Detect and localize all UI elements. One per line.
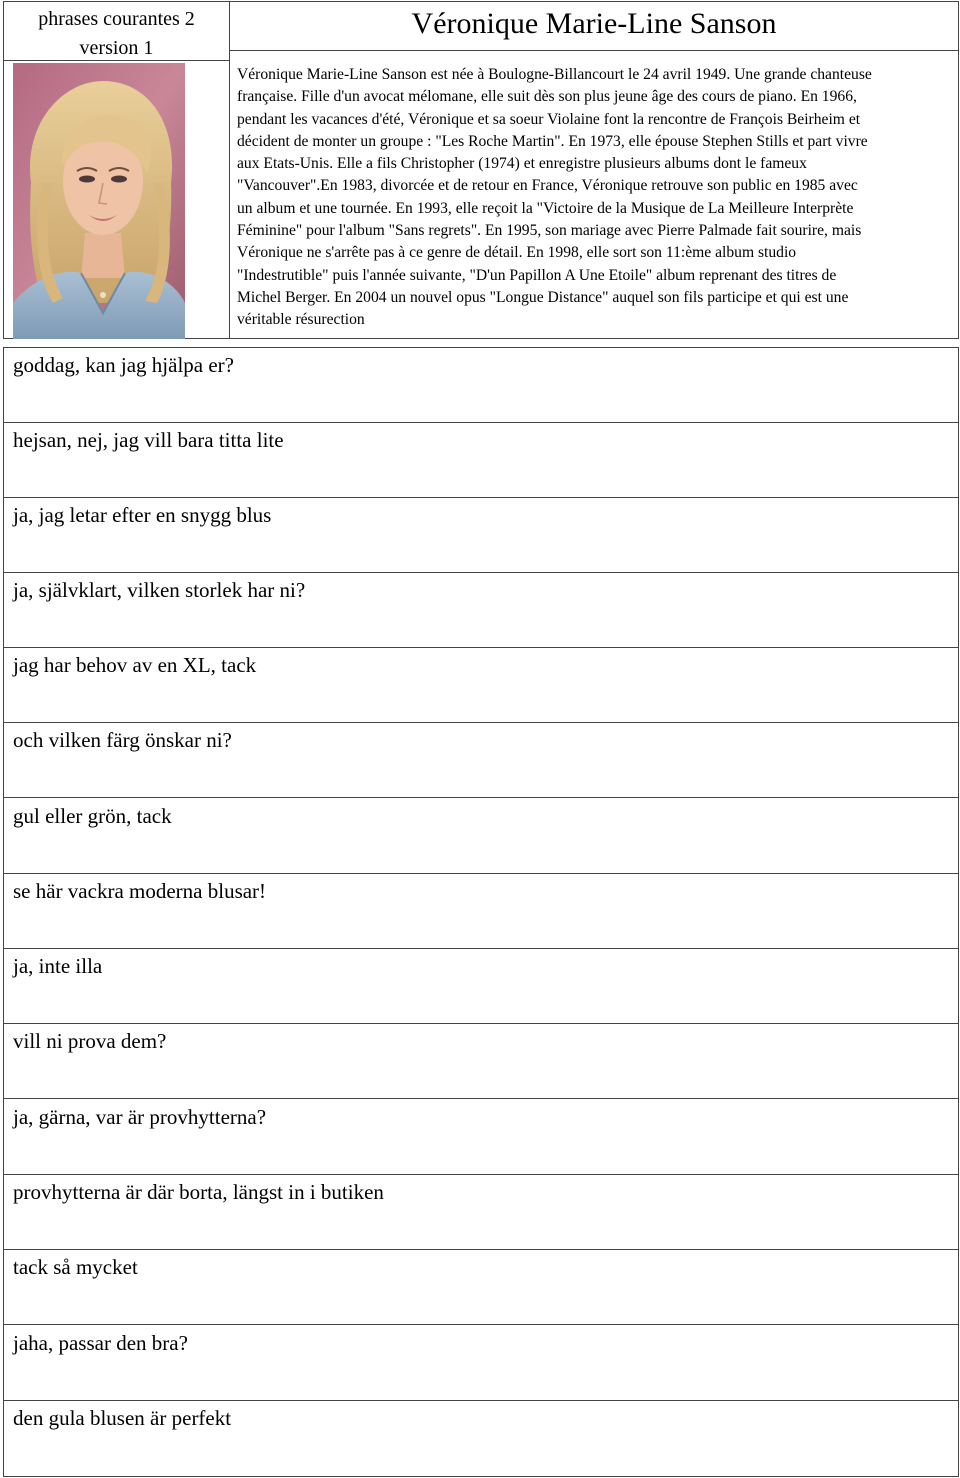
singer-photo [13,63,185,339]
phrase-text: ja, gärna, var är provhytterna? [13,1105,267,1129]
bio-line: Michel Berger. En 2004 un nouvel opus "Longue Distance" auquel son fils participe et qui est une [237,288,849,306]
bio-line: pendant les vacances d'été, Véronique et sa soeur Violaine font la rencontre de François Beirheim et [237,110,861,128]
phrase-text: jag har behov av en XL, tack [13,653,257,677]
singer-name-heading: Véronique Marie-Line Sanson [230,2,958,51]
phrase-text: och vilken färg önskar ni? [13,728,232,752]
phrase-text: provhytterna är där borta, längst in i butiken [13,1180,384,1204]
phrase-text: gul eller grön, tack [13,804,172,828]
phrase-row [4,799,958,874]
phrase-row [4,1100,958,1175]
phrase-row [4,1175,958,1250]
phrase-row [4,1326,958,1401]
bio-line: aux Etats-Unis. Elle a fils Christopher (1974) et enregistre plusieurs albums dont le fameux [237,155,807,173]
phrase-text: den gula blusen är perfekt [13,1406,232,1430]
phrase-row [4,949,958,1024]
bio-line: véritable résurection [237,311,365,329]
phrase-text: ja, jag letar efter en snygg blus [13,503,272,527]
phrase-row [4,648,958,723]
phrase-text: jaha, passar den bra? [13,1331,188,1355]
left-column [4,2,230,338]
bio-line: "Vancouver".En 1983, divorcée et de retour en France, Véronique retrouve son public en 1985 avec [237,177,858,195]
phrase-text: hejsan, nej, jag vill bara titta lite [13,428,284,452]
phrases-table [3,347,959,1477]
worksheet-title-line1: phrases courantes 2 [38,8,195,30]
phrase-row [4,423,958,498]
bio-line: Véronique Marie-Line Sanson est née à Boulogne-Billancourt le 24 avril 1949. Une grande chanteuse [237,66,872,83]
phrase-text: ja, inte illa [13,954,103,978]
bio-line: un album et une tournée. En 1993, elle reçoit la "Victoire de la Musique de La Meilleure Interprète [237,199,854,217]
bio-line: "Indestrutible" puis l'année suivante, "D'un Papillon A Une Etoile" album reprenant des titres de [237,266,837,284]
phrase-text: se här vackra moderna blusar! [13,879,267,903]
phrase-text: goddag, kan jag hjälpa er? [13,353,234,377]
phrase-row [4,348,958,423]
phrase-text: tack så mycket [13,1255,138,1279]
worksheet-title [4,2,229,61]
bio-line: Véronique ne s'arrête pas à ce genre de détail. En 1998, elle sort son 11:ème album studio [237,244,797,262]
header-table [3,1,959,339]
phrase-row [4,573,958,648]
worksheet-title-line2: version 1 [79,37,154,59]
phrase-text: vill ni prova dem? [13,1029,167,1053]
phrase-row [4,1250,958,1325]
phrase-row [4,723,958,798]
bio-line: décident de monter un groupe : "Les Roche Martin". En 1973, elle épouse Stephen Stills et part vivre [237,132,868,150]
biography-text [237,64,953,332]
bio-line: Féminine" pour l'album "Sans regrets". En 1995, son mariage avec Pierre Palmade fait sourire, mais [237,222,862,240]
phrase-row [4,874,958,949]
phrase-row [4,1024,958,1099]
phrase-row [4,1401,958,1476]
bio-line: française. Fille d'un avocat mélomane, elle suit dès son plus jeune âge des cours de piano. En 1966, [237,88,857,106]
phrase-row [4,498,958,573]
phrase-text: ja, självklart, vilken storlek har ni? [13,578,306,602]
